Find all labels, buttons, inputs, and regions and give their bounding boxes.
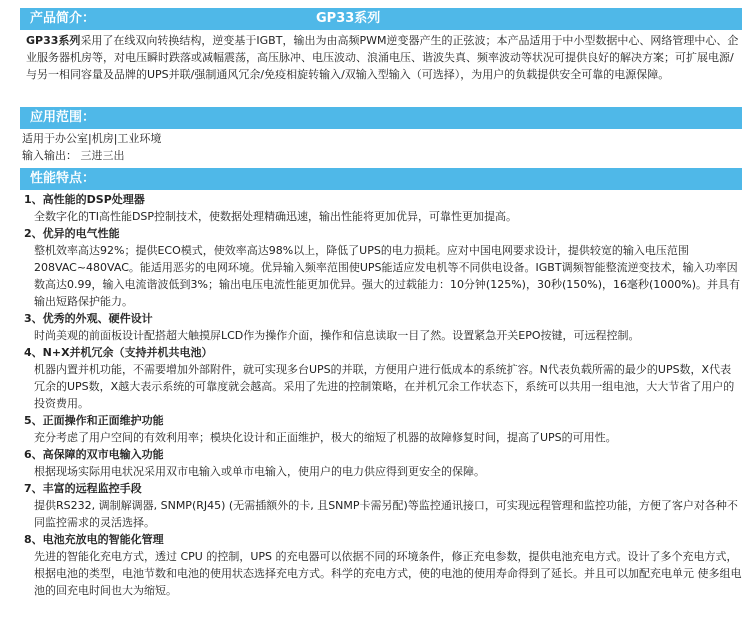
application-line: 适用于办公室|机房|工业环境 (22, 132, 162, 145)
intro-text: 采用了在线双向转换结构，逆变基于IGBT，输出为由高频PWM逆变器产生的正弦波；本产品适用于中小型数据中心、网络管理中心、企业服务器机房等，对电压瞬时跌落或减幅震荡，高压脉冲、电压波动、浪涌电压、谐波失真、频率波动等状况可提供良好的解决方案；可扩展电源/与另一相同容量及品牌的UPS并联/强制通风冗余/免疫相旋转输入/双输入型输入（可选择），为用户的负载提供安全可靠的电源保障。 (26, 34, 739, 81)
intro-header-model: GP33系列 (316, 11, 381, 26)
features-list (20, 191, 742, 599)
feature-title: 3、优秀的外观、硬件设计 (24, 312, 153, 325)
feature-body: 根据现场实际用电状况采用双市电输入或单市电输入，使用户的电力供应得到更安全的保障。 (34, 465, 485, 478)
feature-body: 时尚美观的前面板设计配搭超大触摸屏LCD作为操作介面，操作和信息读取一目了然。设置紧急开关EPO按键，可远程控制。 (34, 329, 640, 342)
feature-body: 全数字化的TI高性能DSP控制技术，使数据处理精确迅速，输出性能将更加优异，可靠性更加提高。 (34, 210, 518, 223)
intro-paragraph (20, 32, 742, 83)
feature-title: 1、高性能的DSP处理器 (24, 193, 145, 206)
features-header-bar (20, 168, 742, 190)
intro-header-bar (20, 8, 742, 30)
feature-title: 5、正面操作和正面维护功能 (24, 414, 164, 427)
intro-model-bold: GP33系列 (26, 34, 81, 47)
feature-body: 提供RS232, 调制解调器, SNMP(RJ45) (无需插额外的卡, 且SNMP卡需另配)等监控通讯接口，可实现远程管理和监控功能，方便了客户对各种不同监控需求的灵活选择。 (34, 499, 738, 529)
feature-body: 机器内置并机功能，不需要增加外部附件，就可实现多台UPS的并联，方便用户进行低成本的系统扩容。N代表负载所需的最少的UPS数，X代表冗余的UPS数，X越大表示系统的可靠度就会越高。采用了先进的控制策略，在并机冗余工作状态下，系统可以共用一组电池，大大节省了用户的投资费用。 (34, 363, 735, 410)
feature-body: 先进的智能化充电方式，透过 CPU 的控制，UPS 的充电器可以依据不同的环境条件，修正充电参数，提供电池充电方式。设计了多个充电方式，根据电池的类型，电池节数和电池的使用状态选择充电方式。科学的充电方式，使的电池的使用寿命得到了延长。并且可以加配充电单元 使多组电池的回充电时间也大为缩短。 (34, 550, 742, 597)
feature-title: 8、电池充放电的智能化管理 (24, 533, 164, 546)
feature-title: 6、高保障的双市电输入功能 (24, 448, 164, 461)
application-header-bar (20, 107, 742, 129)
application-list (20, 130, 742, 164)
feature-title: 4、N+X并机冗余（支持并机共电池） (24, 346, 213, 359)
features-header-label: 性能特点： (30, 171, 96, 186)
application-header-label: 应用范围： (30, 110, 96, 125)
feature-body: 整机效率高达92%；提供ECO模式，使效率高达98%以上，降低了UPS的电力损耗。应对中国电网要求设计，提供较宽的输入电压范围208VAC~480VAC。能适用恶劣的电网环境。优异输入频率范围使UPS能适应发电机等不同供电设备。IGBT调频智能整流逆变技术，输入功率因数高达0.99，输入电流谐波低到3%；输出电压电流性能更加优异。强大的过载能力：10分钟(125%)，30秒(150%)，16毫秒(1000%)。并具有输出短路保护能力。 (34, 244, 741, 308)
feature-title: 2、优异的电气性能 (24, 227, 120, 240)
feature-title: 7、丰富的远程监控手段 (24, 482, 142, 495)
intro-header-label: 产品简介： (30, 11, 96, 26)
feature-body: 充分考虑了用户空间的有效利用率；模块化设计和正面维护，极大的缩短了机器的故障修复时间，提高了UPS的可用性。 (34, 431, 617, 444)
application-line: 输入输出： 三进三出 (22, 149, 125, 162)
